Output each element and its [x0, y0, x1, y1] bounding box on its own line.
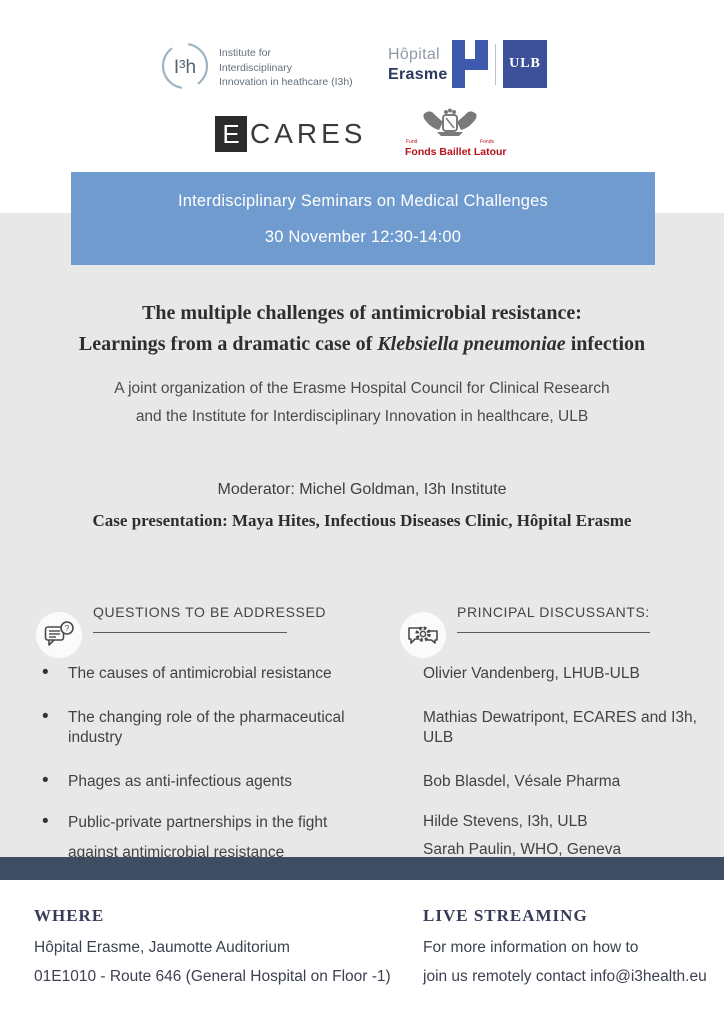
discussant-item: Hilde Stevens, I3h, ULB — [423, 813, 588, 830]
moderator-line: Moderator: Michel Goldman, I3h Institute — [217, 481, 507, 498]
baillet-latour-logo — [405, 108, 507, 158]
discussants-header: PRINCIPAL DISCUSSANTS: — [457, 604, 650, 620]
question-bubble-icon — [44, 621, 74, 649]
question-item: • The changing role of the pharmaceutical industry — [40, 708, 370, 748]
erasme-word-erasme: Erasme — [388, 66, 448, 83]
questions-list — [40, 664, 370, 892]
svg-text:?: ? — [64, 624, 70, 633]
seminar-banner — [71, 172, 655, 265]
title-line-1: The multiple challenges of antimicrobial resistance: — [142, 302, 582, 324]
i3h-logo — [160, 38, 210, 94]
seminar-title — [0, 298, 724, 360]
where-details — [34, 933, 391, 991]
fbl-fonds-label: Fonds — [480, 139, 494, 145]
i3h-text-line: Innovation in heathcare (I3h) — [219, 76, 353, 88]
organizer-text — [0, 375, 724, 431]
discussants-list — [423, 664, 713, 884]
title-line2-suffix: infection — [565, 333, 646, 355]
discussant-item: Bob Blasdel, Vésale Pharma — [423, 773, 621, 790]
erasme-word-hopital: Hôpital — [388, 46, 440, 63]
discussant-item: Sarah Paulin, WHO, Geneva — [423, 841, 622, 858]
logo-divider-line — [495, 44, 496, 85]
live-streaming-header: LIVE STREAMING — [423, 906, 588, 925]
questions-header: QUESTIONS TO BE ADDRESSED — [93, 604, 327, 620]
discussion-gear-icon — [407, 622, 439, 648]
case-presentation-line: Case presentation: Maya Hites, Infectious Diseases Clinic, Hôpital Erasme — [92, 511, 632, 530]
ecares-logo — [215, 116, 366, 152]
erasme-wordmark — [388, 45, 450, 85]
discussant-item: Olivier Vandenberg, LHUB-ULB — [423, 665, 640, 682]
question-item: • Phages as anti-infectious agents — [40, 772, 370, 792]
title-line-2 — [0, 329, 724, 360]
baillet-latour-crest-icon — [419, 108, 481, 138]
i3h-text-line: Institute for — [219, 47, 271, 59]
ecares-e-icon: E — [215, 116, 247, 152]
fbl-fund-label: Fund — [406, 139, 418, 145]
streaming-line-1: For more information on how to — [423, 939, 639, 956]
baillet-latour-small-labels — [405, 139, 495, 145]
erasme-h-icon — [452, 40, 488, 88]
questions-underline — [93, 632, 287, 633]
baillet-latour-name: Fonds Baillet Latour — [405, 146, 507, 158]
where-header: WHERE — [34, 906, 105, 925]
i3h-text-line: Interdisciplinary — [219, 61, 292, 74]
discussant-item: Mathias Dewatripont, ECARES and I3h, ULB — [423, 709, 697, 746]
where-line-2: 01E1010 - Route 646 (General Hospital on Floor -1) — [34, 968, 391, 985]
ulb-logo — [503, 40, 547, 88]
questions-icon-circle — [36, 612, 82, 658]
title-species-italic: Klebsiella pneumoniae — [377, 333, 566, 355]
ulb-label: ULB — [509, 56, 541, 71]
question-item: • Public-private partnerships in the fight against antimicrobial resistance — [40, 808, 370, 868]
banner-series-title: Interdisciplinary Seminars on Medical Challenges — [177, 192, 549, 210]
live-streaming-details — [423, 933, 707, 991]
svg-text:I³h: I³h — [173, 57, 197, 78]
banner-date-time: 30 November 12:30-14:00 — [264, 228, 462, 246]
ecares-wordmark: CARES — [250, 118, 367, 149]
title-line2-prefix: Learnings from a dramatic case of — [78, 333, 378, 355]
organizer-line-1: A joint organization of the Erasme Hospital Council for Clinical Research — [114, 380, 610, 397]
question-item: • The causes of antimicrobial resistance — [40, 664, 370, 684]
discussants-icon-circle — [400, 612, 446, 658]
i3h-wordmark — [219, 46, 353, 90]
discussants-underline — [457, 632, 650, 633]
where-line-1: Hôpital Erasme, Jaumotte Auditorium — [34, 939, 290, 956]
organizer-line-2: and the Institute for Interdisciplinary Innovation in healthcare, ULB — [135, 408, 589, 425]
streaming-line-2: join us remotely contact info@i3health.eu — [423, 968, 707, 985]
i3h-circle-icon — [160, 38, 210, 94]
